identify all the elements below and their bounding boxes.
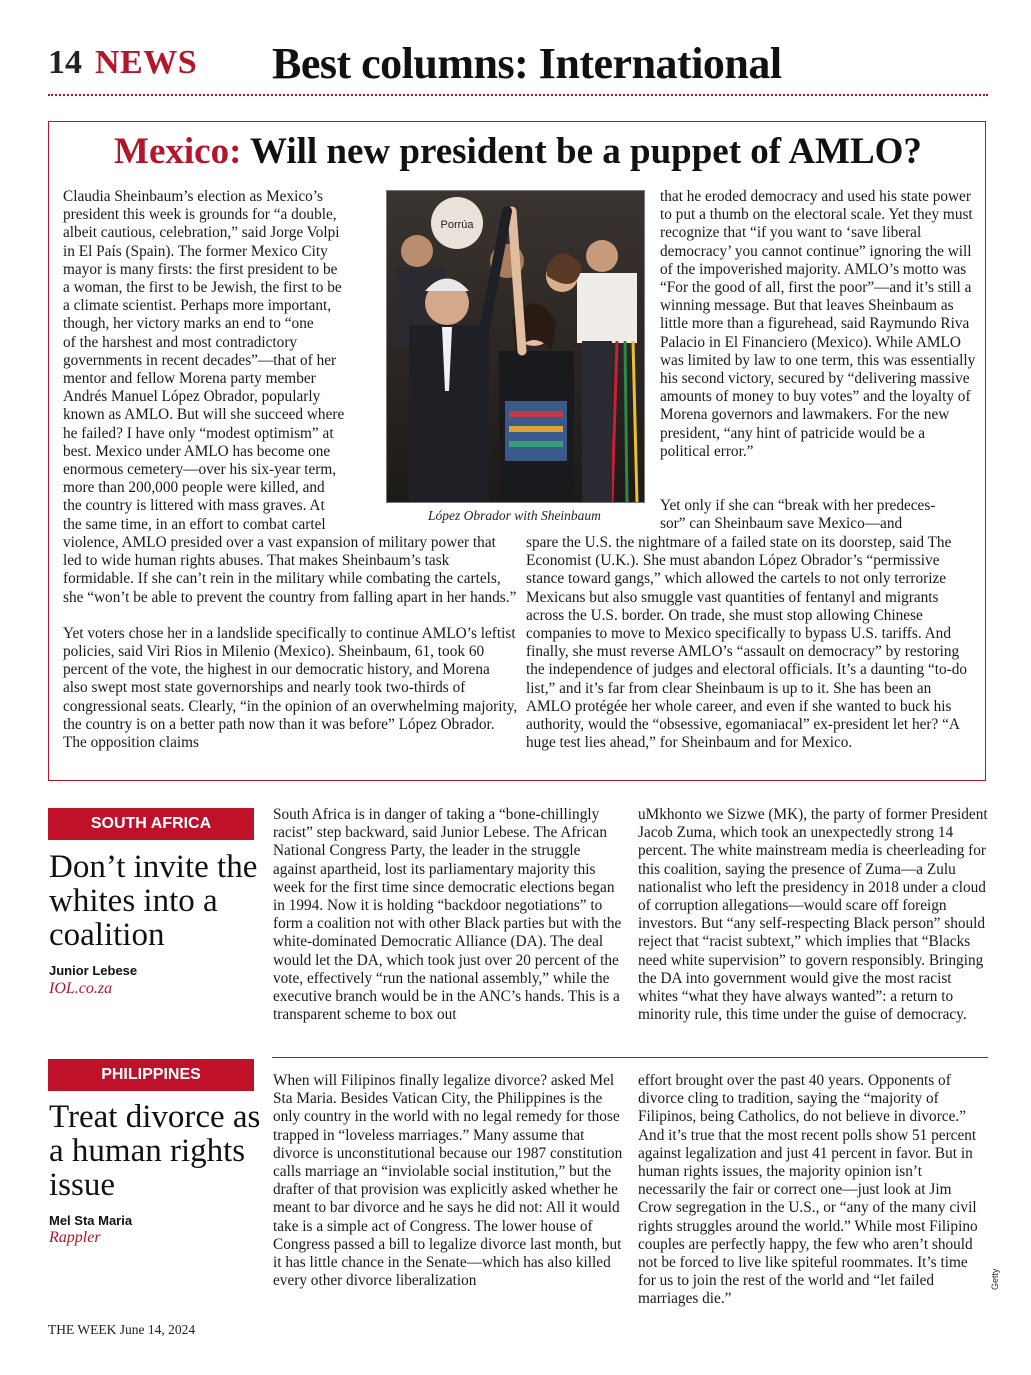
text-line: mayor is many firsts: the first president to be xyxy=(63,260,338,278)
feature-col1-wide xyxy=(63,534,518,752)
text-line: Andrés Manuel López Obrador, popularly xyxy=(63,388,321,406)
south-africa-col2 xyxy=(638,806,988,1024)
header-divider xyxy=(48,94,988,96)
page-number: 14 xyxy=(48,44,82,81)
philippines-col2 xyxy=(638,1072,988,1309)
philippines-source: Rappler xyxy=(49,1229,101,1246)
text-line: more than 200,000 people were killed, and xyxy=(63,479,325,497)
text-line: though, her victory marks an end to “one xyxy=(63,315,314,333)
feature-paragraph: spare the U.S. the nightmare of a failed state on its doorstep, said The Economist (U.K.). She must abandon López Obrador’s “permissive stance toward gangs,” which allowed the cartels to not only terrorize Mexicans but also smuggle vast quantities of fentanyl and migrants across the U.S. border. On trade, she must stop allowing Chinese companies to move to Mexico specifically to bypass U.S. tariffs. And finally, she must reverse AMLO’s “assault on democracy” by restoring the independence of judges and electoral officials. It’s a daunting “to-do list,” and it’s far from clear Sheinbaum is up to it. She has been an AMLO protégée her whole career, and even if she wanted to buck his authority, would the “obsessive, egomaniacal” ex-president let her? “A huge test lies ahead,” for Sheinbaum and for Mexico. xyxy=(526,534,968,752)
text-line: governments in recent decades”—that of her xyxy=(63,351,337,369)
feature-photo xyxy=(386,190,645,503)
feature-paragraph: that he eroded democracy and used his state power to put a thumb on the electoral scale. Yet they must recognize that “if you want to ‘save liberal democracy’ you cannot continue” ignoring the will of the impoverished majority. AMLO’s motto was “For the good of all, first the poor”—and it’s still a winning message. But that leaves Sheinbaum as little more than a figurehead, said Raymundo Riva Palacio in El Financiero (Mexico). While AMLO was limited by law to one term, this was essentially his second victory, secured by “delivering massive amounts of money to buy votes” and the loyalty of Morena governors and lawmakers. For the new president, “any hint of patricide would be a political error.” xyxy=(660,188,976,460)
article-paragraph: When will Filipinos finally legalize divorce? asked Mel Sta Maria. Besides Vatican City, the Philippines is the only country in the world with no legal remedy for those trapped in “loveless marriages.” Many assume that divorce is unconstitutional because our 1987 constitution calls marriage an “inviolable social institution,” but the drafter of that provision was explicitly asked whether he meant to bar divorce and he says he did not: All it would take is a simple act of Congress. The lower house of Congress passed a bill to legalize divorce last month, but it has little chance in the Senate—which has also killed every other divorce liberalization xyxy=(273,1072,623,1290)
feature-headline xyxy=(48,130,988,173)
text-line: in El País (Spain). The former Mexico City xyxy=(63,242,328,260)
philippines-author: Mel Sta Maria xyxy=(49,1213,133,1228)
text-line: Yet only if she can “break with her predeces- xyxy=(660,497,936,514)
text-line: Claudia Sheinbaum’s election as Mexico’s xyxy=(63,188,323,205)
feature-kicker: Mexico: xyxy=(114,131,242,172)
feature-col2-upper xyxy=(660,188,978,461)
section-divider xyxy=(272,1057,988,1058)
text-line: albeit cautious, celebration,” said Jorge Volpi xyxy=(63,224,340,242)
south-africa-tag: SOUTH AFRICA xyxy=(48,808,254,840)
south-africa-author: Junior Lebese xyxy=(49,963,138,978)
page-footer: THE WEEK June 14, 2024 xyxy=(48,1322,196,1337)
south-africa-headline: Don’t invite the whites into a coalition xyxy=(49,849,258,953)
text-line: president this week is grounds for “a double, xyxy=(63,206,337,224)
feature-paragraph: Yet voters chose her in a landslide specifically to continue AMLO’s leftist policies, said Viri Rios in Milenio (Mexico). Sheinbaum, 61, took 60 percent of the vote, the highest in our democratic history, and Morena also swept most state governorships and nearly took two-thirds of congressional seats. Clearly, “in the opinion of an overwhelming majority, the country is on a better path now than it was before” López Obrador. The opposition claims xyxy=(63,624,518,752)
photo-credit: Getty xyxy=(990,1268,1000,1290)
text-line: of the harshest and most contradictory xyxy=(63,333,298,351)
article-paragraph: South Africa is in danger of taking a “bone-chillingly racist” step backward, said Junior Lebese. The African National Congress Party, the leader in the struggle against apartheid, lost its parliamentary majority this week for the first time since democratic elections began in 1994. Now it is holding “backdoor negotiations” to form a coalition not with other Black parties but with the white-dominated Democratic Alliance (DA). The deal would let the DA, which took just over 20 percent of the vote, effectively “run the national assembly,” while the executive branch would be in the ANC’s hands. This is a transparent scheme to box out xyxy=(273,806,622,1024)
photo-caption: López Obrador with Sheinbaum xyxy=(428,508,601,523)
text-line: best. Mexico under AMLO has become one xyxy=(63,442,331,460)
feature-headline-text: Will new president be a puppet of AMLO? xyxy=(250,131,922,172)
sign-text: Porrúa xyxy=(440,219,474,231)
philippines-tag: PHILIPPINES xyxy=(48,1059,254,1091)
south-africa-col1 xyxy=(273,806,623,1024)
article-paragraph: effort brought over the past 40 years. Opponents of divorce cling to tradition, saying the “majority of Filipinos, being Catholics, do not believe in divorce.” And it’s true that the most recent polls show 51 percent against legalization and just 41 percent in favor. But in human rights issues, the majority opinion isn’t necessarily the fair or correct one—just look at Jim Crow segregation in the U.S., or “any of the many civil rights struggles around the world.” While most Filipino couples are perfectly happy, the few who aren’t should not be forced to live like spiteful roommates. It’s time for us to join the rest of the world and “let failed marriages die.” xyxy=(638,1072,978,1308)
text-line: sor” can Sheinbaum save Mexico—and xyxy=(660,515,903,533)
text-line: the country is littered with mass graves. At xyxy=(63,497,325,515)
text-line: a woman, the first to be Jewish, the first to be xyxy=(63,279,342,297)
article-paragraph: uMkhonto we Sizwe (MK), the party of former President Jacob Zuma, which took an unexpectedly strong 14 percent. The white mainstream media is cheerleading for this coalition, saying the presence of Zuma—a Zulu nationalist who left the presidency in 2018 under a cloud of corruption allegations—would scare off foreign investors. But “any self-respecting Black person” should reject that “racist subtext,” which implies that “Blacks need white supervision” to govern responsibly. Bringing the DA into government would give the most racist whites “what they have always wanted”: a return to minority rule, this time under the guise of democracy. xyxy=(638,806,988,1024)
text-line: the same time, in an effort to combat cartel xyxy=(63,515,326,533)
text-line: a climate scientist. Perhaps more important, xyxy=(63,297,332,315)
philippines-headline: Treat divorce as a human rights issue xyxy=(49,1099,261,1203)
feature-paragraph: violence, AMLO presided over a vast expansion of military power that led to wide human rights abuses. That makes Sheinbaum’s task formidable. If she can’t rein in the military while combating the cartels, she “won’t be able to prevent the country from falling apart in her hands.” xyxy=(63,534,517,606)
feature-col2-p2 xyxy=(660,497,978,533)
text-line: known as AMLO. But will she succeed where xyxy=(63,406,345,424)
philippines-col1 xyxy=(273,1072,623,1290)
feature-col2-wide xyxy=(526,534,976,752)
text-line: enormous cemetery—over his six-year term, xyxy=(63,461,337,479)
text-line: mentor and fellow Morena party member xyxy=(63,370,316,388)
section-label: NEWS xyxy=(95,44,198,81)
south-africa-source: IOL.co.za xyxy=(49,980,113,997)
text-line: he failed? I have only “modest optimism” at xyxy=(63,424,334,442)
feature-col1-narrow xyxy=(63,188,381,534)
page-title: Best columns: International xyxy=(272,39,782,88)
